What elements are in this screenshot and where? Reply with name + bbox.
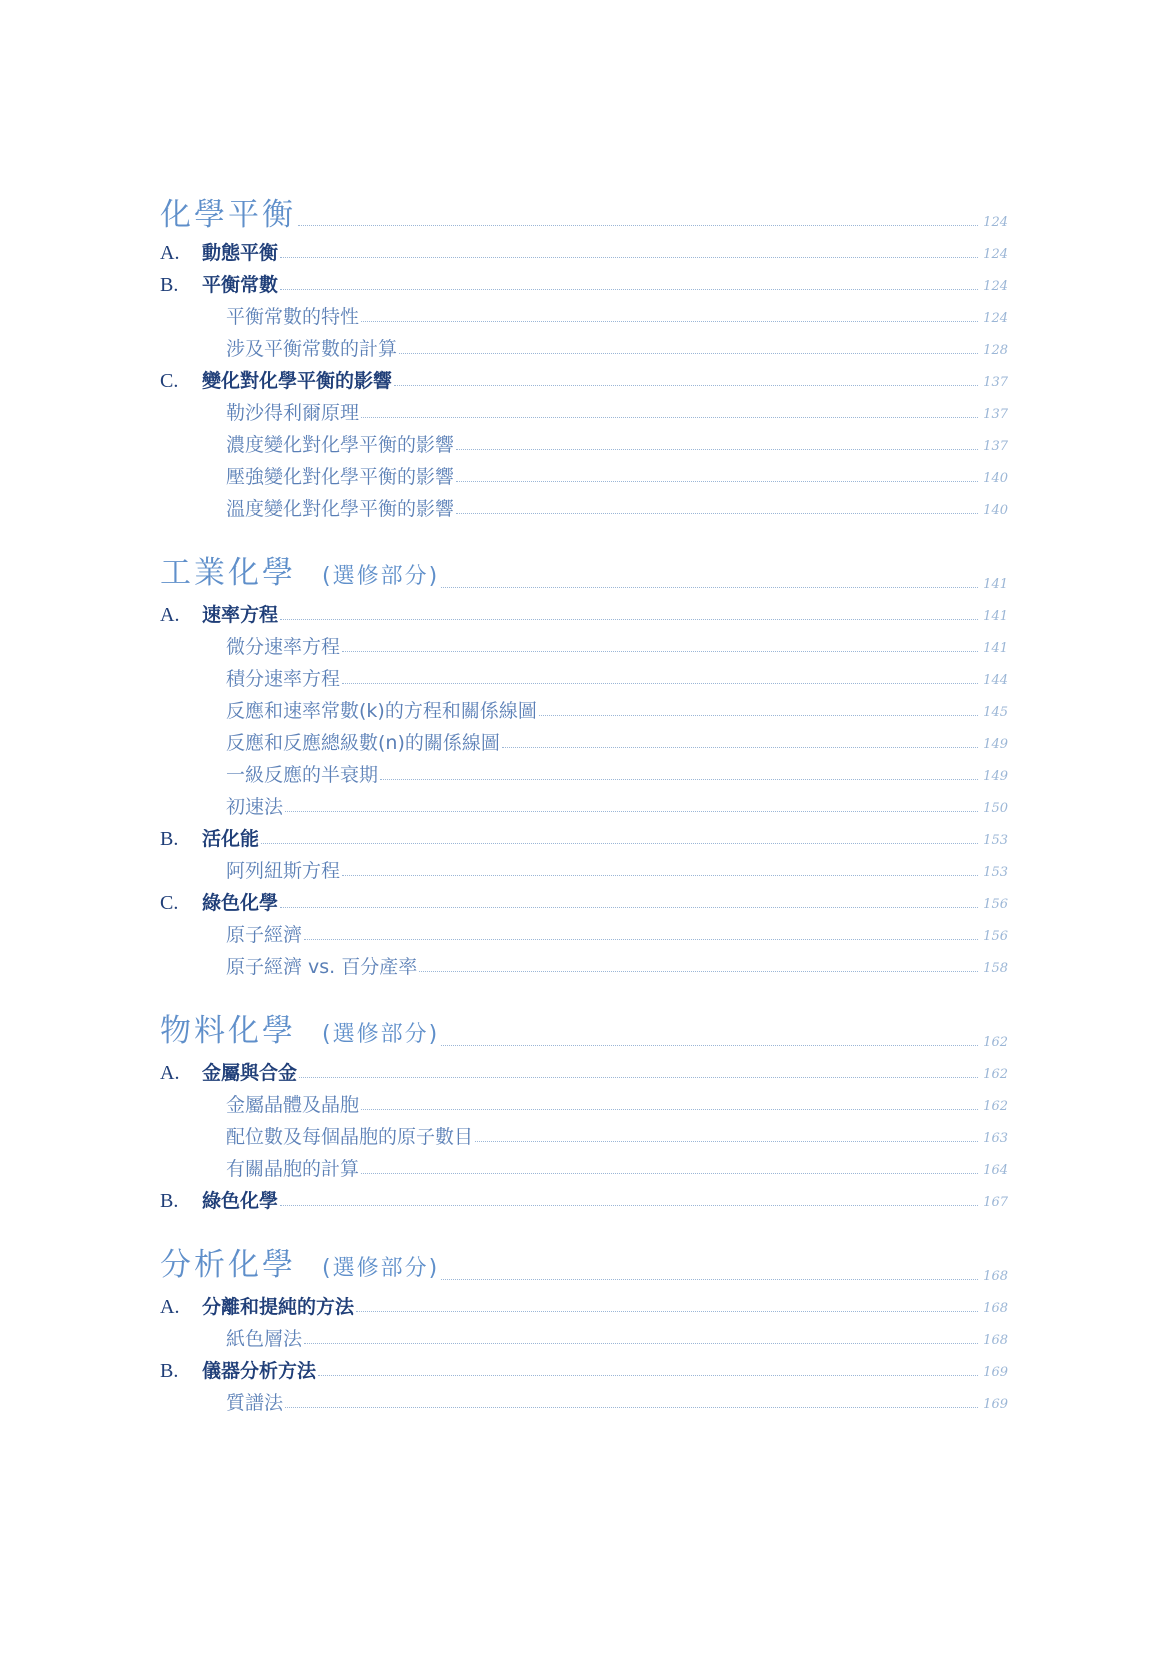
- chapter-entry[interactable]: [160, 196, 1008, 234]
- subsection-title: 初速法: [226, 796, 284, 818]
- dot-leader: [280, 289, 978, 290]
- section-letter: A.: [160, 1296, 180, 1318]
- subsection-entry[interactable]: [160, 852, 1008, 884]
- subsection-entry[interactable]: [160, 394, 1008, 426]
- chapter-elective-note: (選修部分): [322, 564, 440, 589]
- dot-leader: [502, 747, 978, 748]
- dot-leader: [380, 779, 978, 780]
- section-letter: A.: [160, 1062, 180, 1084]
- subsection-page-number: 141: [983, 641, 1008, 656]
- section-entry[interactable]: [160, 1182, 1008, 1214]
- dot-leader: [285, 1407, 978, 1408]
- subsection-entry[interactable]: [160, 330, 1008, 362]
- section-title: 綠色化學: [202, 1190, 279, 1212]
- dot-leader: [261, 843, 978, 844]
- section-page-number: 168: [983, 1301, 1008, 1316]
- dot-leader: [456, 449, 978, 450]
- subsection-title: 配位數及每個晶胞的原子數目: [226, 1126, 474, 1148]
- chapter-title: 化學平衡: [160, 197, 296, 233]
- chapter-title: 物料化學: [160, 1013, 296, 1049]
- section-entry[interactable]: [160, 596, 1008, 628]
- dot-leader: [280, 1205, 978, 1206]
- dot-leader: [539, 715, 978, 716]
- section-page-number: 137: [983, 375, 1008, 390]
- chapter-gap: [160, 522, 1008, 558]
- dot-leader: [318, 1375, 978, 1376]
- chapter-elective-note: (選修部分): [322, 1256, 440, 1281]
- subsection-page-number: 144: [983, 673, 1008, 688]
- subsection-title: 原子經濟: [226, 924, 303, 946]
- section-page-number: 162: [983, 1067, 1008, 1082]
- subsection-title: 積分速率方程: [226, 668, 341, 690]
- section-page-number: 167: [983, 1195, 1008, 1210]
- subsection-page-number: 137: [983, 407, 1008, 422]
- section-entry[interactable]: [160, 266, 1008, 298]
- chapter-elective-note: (選修部分): [322, 1022, 440, 1047]
- dot-leader: [280, 619, 978, 620]
- dot-leader: [304, 1343, 978, 1344]
- section-entry[interactable]: [160, 1352, 1008, 1384]
- dot-leader: [285, 811, 978, 812]
- subsection-entry[interactable]: [160, 1118, 1008, 1150]
- chapter-title-block: [160, 1246, 439, 1288]
- subsection-title: 質譜法: [226, 1392, 284, 1414]
- subsection-page-number: 128: [983, 343, 1008, 358]
- subsection-title: 有關晶胞的計算: [226, 1158, 360, 1180]
- subsection-page-number: 137: [983, 439, 1008, 454]
- dot-leader: [361, 1109, 978, 1110]
- section-title: 速率方程: [202, 604, 279, 626]
- dot-leader: [280, 257, 978, 258]
- chapter-page-number: 141: [983, 577, 1008, 592]
- section-page-number: 169: [983, 1365, 1008, 1380]
- dot-leader: [441, 587, 978, 588]
- subsection-title: 金屬晶體及晶胞: [226, 1094, 360, 1116]
- subsection-title: 反應和速率常數(k)的方程和關係線圖: [226, 700, 537, 722]
- dot-leader: [304, 939, 978, 940]
- subsection-entry[interactable]: [160, 692, 1008, 724]
- subsection-page-number: 140: [983, 503, 1008, 518]
- subsection-title: 紙色層法: [226, 1328, 303, 1350]
- subsection-entry[interactable]: [160, 298, 1008, 330]
- section-page-number: 141: [983, 609, 1008, 624]
- section-entry[interactable]: [160, 234, 1008, 266]
- subsection-title: 阿列紐斯方程: [226, 860, 341, 882]
- section-letter: A.: [160, 242, 180, 264]
- dot-leader: [419, 971, 978, 972]
- dot-leader: [342, 651, 978, 652]
- dot-leader: [280, 907, 978, 908]
- dot-leader: [441, 1045, 978, 1046]
- subsection-title: 反應和反應總級數(n)的關係線圖: [226, 732, 500, 754]
- section-page-number: 153: [983, 833, 1008, 848]
- section-letter: B.: [160, 1360, 179, 1382]
- chapter-title-block: [160, 554, 439, 596]
- dot-leader: [361, 321, 978, 322]
- section-entry[interactable]: [160, 884, 1008, 916]
- subsection-page-number: 163: [983, 1131, 1008, 1146]
- subsection-page-number: 150: [983, 801, 1008, 816]
- section-letter: A.: [160, 604, 180, 626]
- chapter-page-number: 168: [983, 1269, 1008, 1284]
- dot-leader: [361, 1173, 978, 1174]
- dot-leader: [299, 1077, 978, 1078]
- subsection-title: 濃度變化對化學平衡的影響: [226, 434, 455, 456]
- subsection-title: 壓強變化對化學平衡的影響: [226, 466, 455, 488]
- chapter-title: 工業化學: [160, 555, 296, 591]
- subsection-entry[interactable]: [160, 788, 1008, 820]
- chapter-page-number: 124: [983, 215, 1008, 230]
- subsection-entry[interactable]: [160, 724, 1008, 756]
- dot-leader: [361, 417, 978, 418]
- dot-leader: [356, 1311, 978, 1312]
- chapter-gap: [160, 980, 1008, 1016]
- subsection-page-number: 149: [983, 769, 1008, 784]
- subsection-entry[interactable]: [160, 660, 1008, 692]
- dot-leader: [342, 683, 978, 684]
- subsection-page-number: 145: [983, 705, 1008, 720]
- section-title: 活化能: [202, 828, 260, 850]
- subsection-page-number: 149: [983, 737, 1008, 752]
- section-title: 金屬與合金: [202, 1062, 298, 1084]
- chapter-entry[interactable]: [160, 1247, 1008, 1288]
- subsection-entry[interactable]: [160, 628, 1008, 660]
- dot-leader: [399, 353, 978, 354]
- subsection-entry[interactable]: [160, 1086, 1008, 1118]
- subsection-title: 微分速率方程: [226, 636, 341, 658]
- section-letter: C.: [160, 892, 179, 914]
- dot-leader: [342, 875, 978, 876]
- section-letter: C.: [160, 370, 179, 392]
- subsection-entry[interactable]: [160, 948, 1008, 980]
- section-letter: B.: [160, 274, 179, 296]
- section-letter: B.: [160, 1190, 179, 1212]
- subsection-page-number: 140: [983, 471, 1008, 486]
- subsection-page-number: 164: [983, 1163, 1008, 1178]
- section-title: 變化對化學平衡的影響: [202, 370, 393, 392]
- subsection-entry[interactable]: [160, 490, 1008, 522]
- dot-leader: [394, 385, 978, 386]
- subsection-entry[interactable]: [160, 756, 1008, 788]
- subsection-entry[interactable]: [160, 426, 1008, 458]
- subsection-title: 勒沙得利爾原理: [226, 402, 360, 424]
- section-title: 動態平衡: [202, 242, 279, 264]
- subsection-title: 原子經濟 vs. 百分產率: [226, 956, 418, 978]
- subsection-title: 涉及平衡常數的計算: [226, 338, 398, 360]
- section-title: 平衡常數: [202, 274, 279, 296]
- table-of-contents: [160, 196, 1008, 1416]
- chapter-entry[interactable]: [160, 555, 1008, 596]
- section-entry[interactable]: [160, 1054, 1008, 1086]
- chapter-title: 分析化學: [160, 1247, 296, 1283]
- section-title: 儀器分析方法: [202, 1360, 317, 1382]
- subsection-page-number: 153: [983, 865, 1008, 880]
- subsection-page-number: 156: [983, 929, 1008, 944]
- section-page-number: 124: [983, 247, 1008, 262]
- dot-leader: [441, 1279, 978, 1280]
- subsection-page-number: 124: [983, 311, 1008, 326]
- section-title: 分離和提純的方法: [202, 1296, 355, 1318]
- subsection-entry[interactable]: [160, 1150, 1008, 1182]
- chapter-entry[interactable]: [160, 1013, 1008, 1054]
- subsection-title: 平衡常數的特性: [226, 306, 360, 328]
- subsection-page-number: 168: [983, 1333, 1008, 1348]
- dot-leader: [298, 225, 978, 226]
- section-letter: B.: [160, 828, 179, 850]
- dot-leader: [475, 1141, 978, 1142]
- chapter-page-number: 162: [983, 1035, 1008, 1050]
- subsection-entry[interactable]: [160, 1384, 1008, 1416]
- chapter-title-block: [160, 1012, 439, 1054]
- chapter-title-block: [160, 196, 296, 234]
- chapter-gap: [160, 1214, 1008, 1250]
- section-title: 綠色化學: [202, 892, 279, 914]
- subsection-title: 溫度變化對化學平衡的影響: [226, 498, 455, 520]
- subsection-title: 一級反應的半衰期: [226, 764, 379, 786]
- section-entry[interactable]: [160, 1288, 1008, 1320]
- subsection-page-number: 158: [983, 961, 1008, 976]
- section-page-number: 124: [983, 279, 1008, 294]
- subsection-entry[interactable]: [160, 1320, 1008, 1352]
- dot-leader: [456, 513, 978, 514]
- subsection-entry[interactable]: [160, 916, 1008, 948]
- section-entry[interactable]: [160, 820, 1008, 852]
- section-page-number: 156: [983, 897, 1008, 912]
- subsection-page-number: 162: [983, 1099, 1008, 1114]
- subsection-entry[interactable]: [160, 458, 1008, 490]
- subsection-page-number: 169: [983, 1397, 1008, 1412]
- dot-leader: [456, 481, 978, 482]
- section-entry[interactable]: [160, 362, 1008, 394]
